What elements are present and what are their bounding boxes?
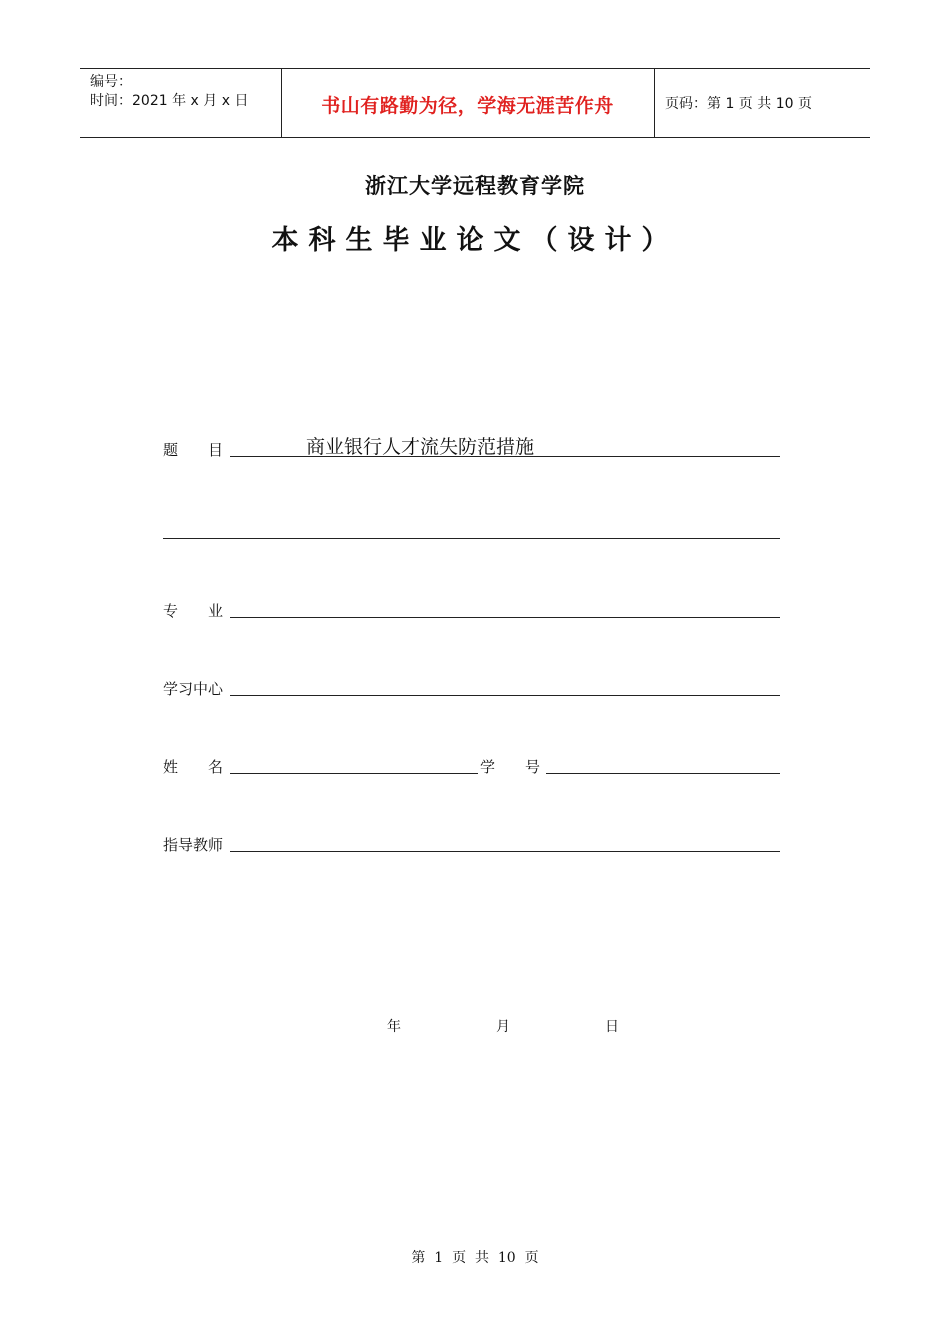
header-page-cell [655, 69, 870, 137]
center-underline[interactable] [230, 695, 780, 696]
name-underline[interactable] [230, 773, 478, 774]
student-id-label: 学 号 [480, 758, 541, 776]
advisor-underline[interactable] [230, 851, 780, 852]
major-underline[interactable] [230, 617, 780, 618]
motto-text: 书山有路勤为径，学海无涯苦作舟 [321, 95, 614, 117]
advisor-label: 指导教师 [163, 836, 224, 854]
header-info-cell [80, 69, 282, 137]
number-label: 编号： [90, 74, 132, 90]
title-value: 商业银行人才流失防范措施 [306, 436, 535, 458]
date-year: 年 [387, 1019, 401, 1035]
page-footer: 第 1 页 共 10 页 [411, 1250, 539, 1266]
student-id-underline[interactable] [546, 773, 780, 774]
header-motto-cell [281, 69, 655, 137]
header-table [80, 68, 870, 138]
school-name: 浙江大学远程教育学院 [365, 174, 585, 198]
name-label: 姓 名 [163, 758, 224, 776]
title-underline-2[interactable] [163, 538, 780, 539]
page-code: 页码：第 1 页 共 10 页 [665, 96, 812, 112]
time-label: 时间：2021 年 x 月 x 日 [90, 93, 249, 109]
major-label: 专 业 [163, 602, 224, 620]
title-label: 题 目 [163, 441, 224, 459]
thesis-heading: 本科生毕业论文（设计） [271, 225, 679, 256]
date-day: 日 [605, 1019, 619, 1035]
date-month: 月 [496, 1019, 510, 1035]
center-label: 学习中心 [163, 680, 224, 698]
